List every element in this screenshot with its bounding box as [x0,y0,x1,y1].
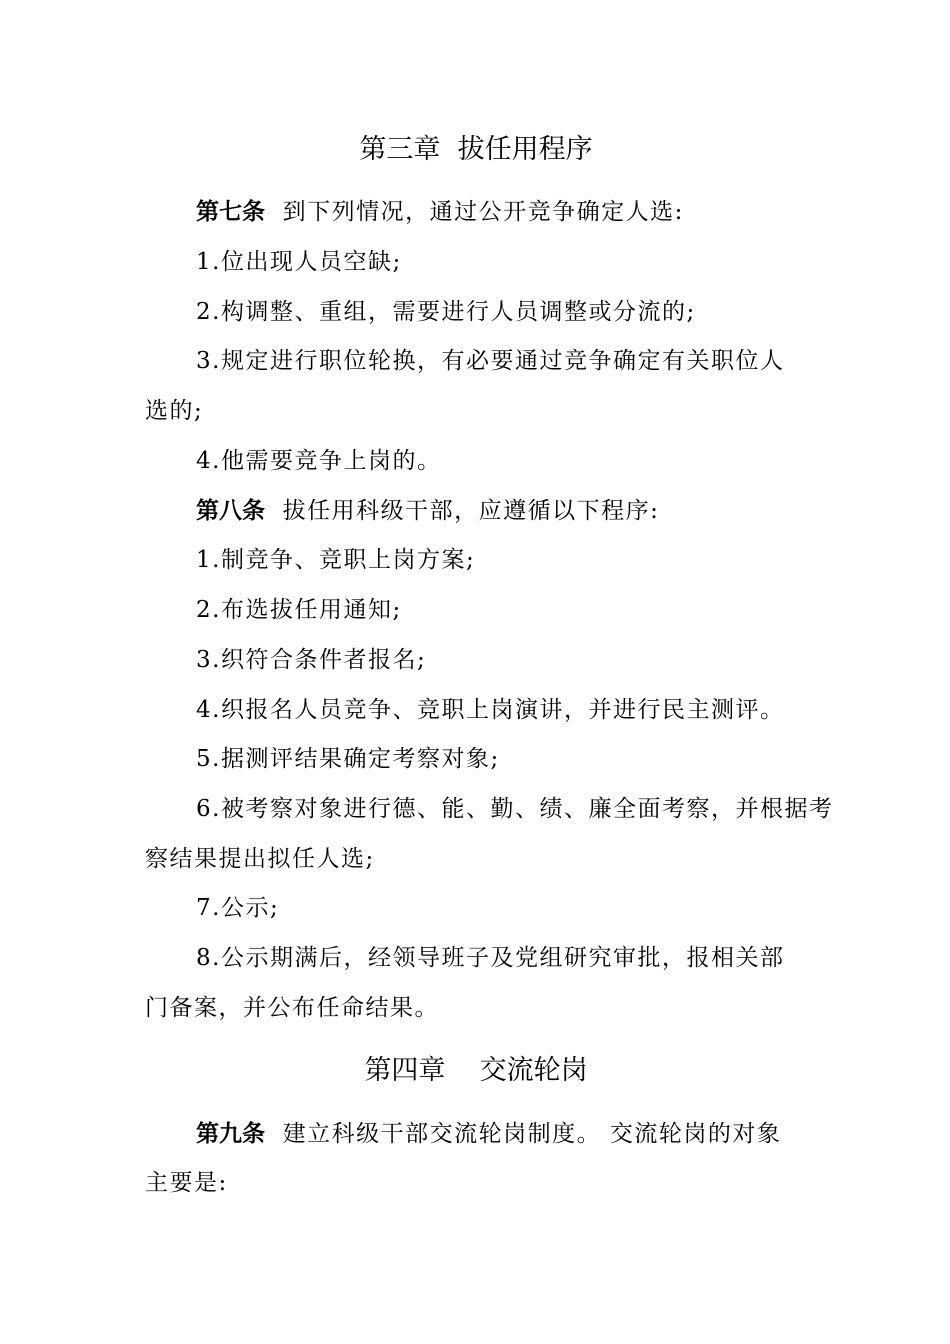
article-9-text: 建立科级干部交流轮岗制度。 交流轮岗的对象 [265,1121,782,1147]
article-7-text: 到下列情况，通过公开竞争确定人选: [265,199,684,225]
article-8-item-1: 1.制竞争、竞职上岗方案; [196,547,476,573]
article-8-item-5: 5.据测评结果确定考察对象; [196,746,500,772]
article-8-item-8-continued: 门备案，并公布任命结果。 [145,995,439,1021]
article-8-item-6-continued: 察结果提出拟任人选; [145,846,375,872]
article-8-text: 拔任用科级干部，应遵循以下程序: [265,498,660,524]
article-8-item-4: 4.织报名人员竞争、竞职上岗演讲，并进行民主测评。 [196,697,785,723]
article-9-heading [196,1118,781,1150]
article-7-heading [196,196,684,228]
article-8-label: 第八条 [196,498,265,524]
article-7-label: 第七条 [196,199,265,225]
article-7-item-2: 2.构调整、重组，需要进行人员调整或分流的; [196,299,696,325]
chapter-3-title: 第三章 拔任用程序 [359,134,593,165]
article-8-item-7: 7.公示; [196,895,280,921]
article-7-item-3-continued: 选的; [145,398,204,424]
article-9-label: 第九条 [196,1121,265,1147]
article-7-item-1: 1.位出现人员空缺; [196,249,402,275]
article-9-continued: 主要是: [145,1170,228,1196]
article-8-item-2: 2.布选拔任用通知; [196,597,402,623]
article-8-heading [196,495,659,527]
chapter-4-title: 第四章 交流轮岗 [364,1055,588,1086]
article-8-item-6: 6.被考察对象进行德、能、勤、绩、廉全面考察，并根据考 [196,796,834,822]
article-8-item-3: 3.织符合条件者报名; [196,647,427,673]
article-7-item-4: 4.他需要竞争上岗的。 [196,448,442,474]
article-8-item-8: 8.公示期满后，经领导班子及党组研究审批，报相关部 [196,945,785,971]
article-7-item-3: 3.规定进行职位轮换，有必要通过竞争确定有关职位人 [196,348,785,374]
